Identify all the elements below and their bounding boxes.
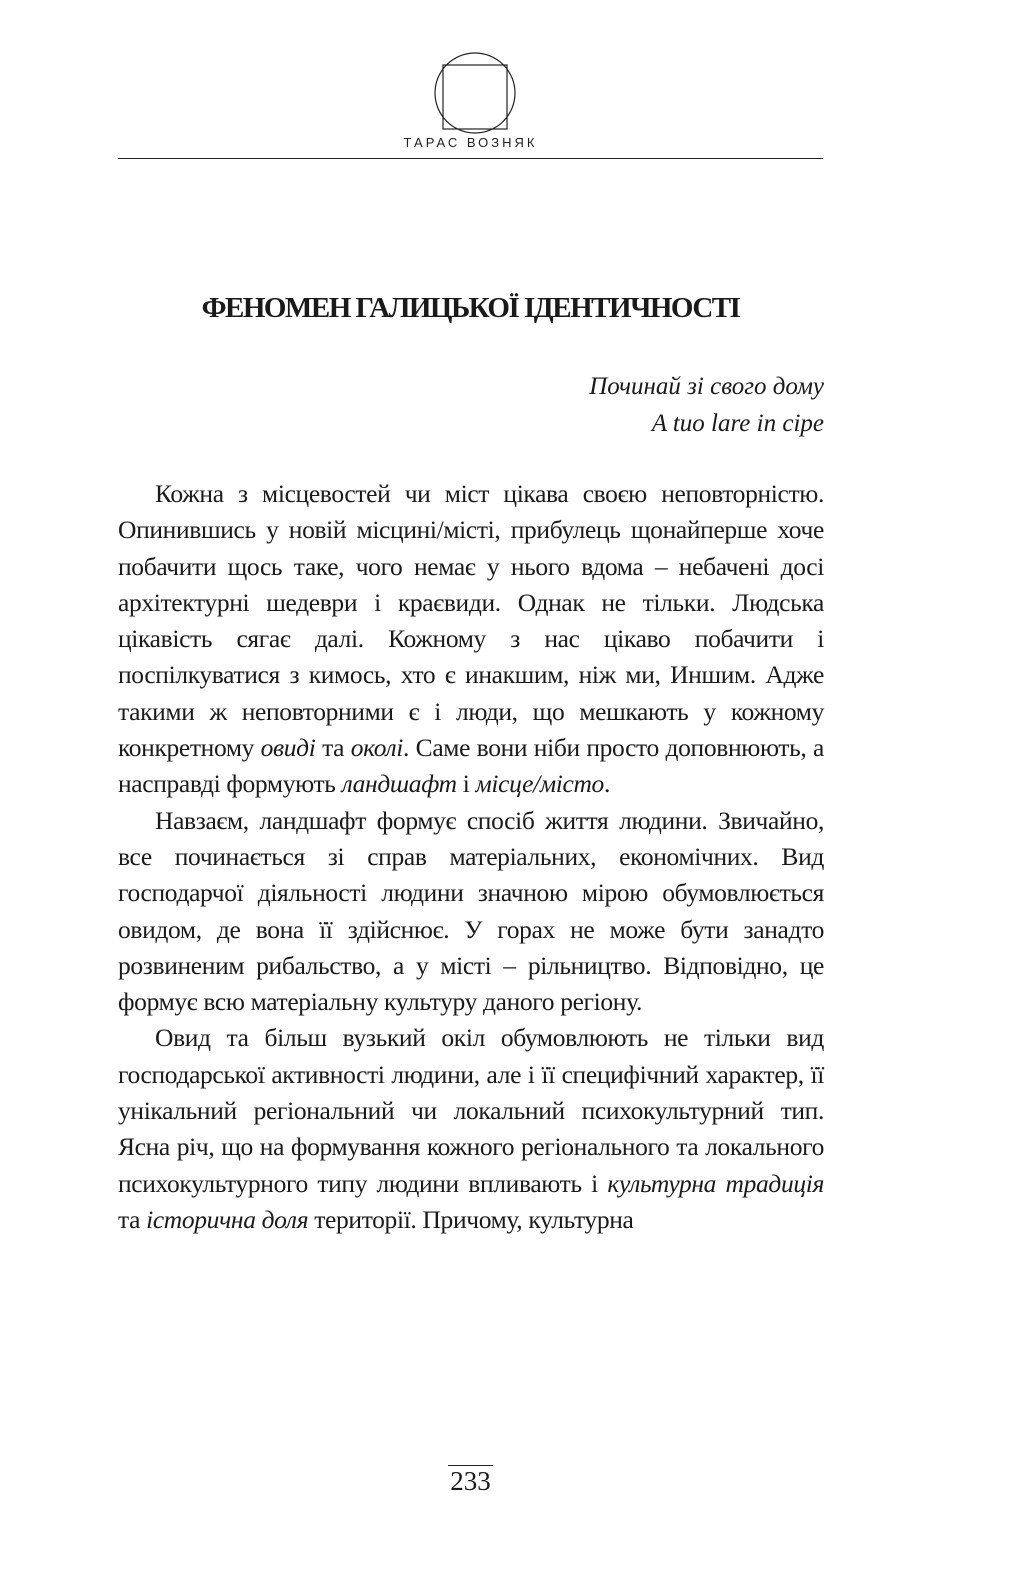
body-text: [118, 476, 824, 1238]
page-number: [118, 1466, 823, 1497]
text-run: території. Причому, культурна: [308, 1204, 634, 1234]
epigraph-line: A tuo lare in cipe: [651, 410, 824, 437]
paragraph: [118, 476, 824, 803]
running-header: ТАРАС ВОЗНЯК: [403, 135, 538, 150]
header-divider: [118, 158, 823, 159]
italic-term: місце/місто: [475, 769, 604, 799]
italic-term: культурна традиція: [607, 1168, 824, 1198]
page-number-value: 233: [450, 1466, 491, 1496]
text-run: . Саме вони ніби просто доповнюють, а насправді формують: [118, 733, 824, 799]
text-run: і: [456, 769, 476, 799]
italic-term: історична доля: [146, 1204, 309, 1234]
paragraph: [118, 1020, 824, 1238]
epigraph-line: Починай зі свого дому: [589, 373, 824, 400]
chapter-title: ФЕНОМЕН ГАЛИЦЬКОЇ ІДЕНТИЧНОСТІ: [201, 292, 740, 324]
italic-term: ландшафт: [341, 769, 457, 799]
text-run: Кожна з місцевостей чи міст цікава своєю неповторністю. Опинившись у новій місцині/місті, прибулець щонайперше хоче побачити щось таке, чого немає у нього вдома – небачені досі архітектурні шедеври і краєвиди. Однак не тільки. Людська цікавість сягає далі. Кожному з нас цікаво побачити і поспілкуватися з кимось, хто є инакшим, ніж ми, Иншим. Адже такими ж неповторними є і люди, що мешкають у кожному конкретному: [118, 479, 824, 763]
italic-term: околі: [350, 733, 404, 763]
text-run: та: [315, 733, 351, 763]
text-run: .: [603, 769, 610, 799]
text-run: Навзаєм, ландшафт формує спосіб життя людини. Звичайно, все починається зі справ матеріальних, економічних. Вид господарчої діяльності людини значною мірою обумовлюється овидом, де вона її здійснює. У горах не може бути занадто розвиненим рибальство, а у місті – рільництво. Відповідно, це формує всю матеріальну культуру даного регіону.: [118, 805, 824, 1017]
text-run: та: [118, 1204, 147, 1234]
text-run: Овид та більш вузький окіл обумовлюють не тільки вид господарської активності людини, але і її специфічний характер, її унікальний регіональний чи локальний психокультурний тип. Ясна річ, що на формування кожного регіонального та локального психокультурного типу людини впливають і: [118, 1023, 824, 1198]
italic-term: овиді: [260, 733, 316, 763]
paragraph: [118, 803, 824, 1021]
epigraph: [589, 368, 824, 442]
circle-square-logo-icon: [433, 51, 517, 135]
